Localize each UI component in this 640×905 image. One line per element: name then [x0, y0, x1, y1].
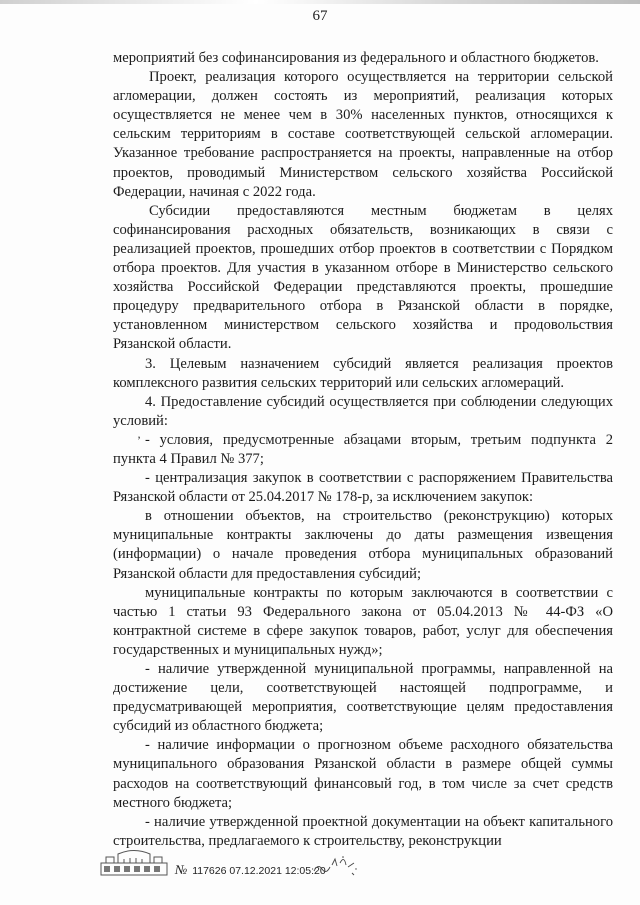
paragraph-6-text: - условия, предусмотренные абзацами вторым, третьим подпункта 2 пункта 4 Правил № 377;: [113, 431, 613, 467]
handwritten-mark-icon: [310, 849, 360, 877]
paragraph-4: 3. Целевым назначением субсидий является реализация проектов комплексного развития сельских территорий или сельских агломераций.: [113, 355, 613, 391]
registration-symbol: №: [175, 862, 188, 877]
paragraph-3: Субсидии предоставляются местным бюджетам в целях софинансирования расходных обязательств, возникающих в связи с реализацией проектов, прошедших отбор проектов в соответствии с Порядком отбора проектов. Для участия в указанном отборе в Министерство сельского хозяйства Российской Федерации представляются проекты, прошедшие процедуру предварительного отбора в Рязанской области в порядке, установленном министерством сельского хозяйства и продовольствия Рязанской области.: [113, 202, 613, 353]
margin-mark: ’: [137, 432, 141, 447]
paragraph-10: - наличие утвержденной муниципальной программы, направленной на достижение цели, соответствующей настоящей подпрограмме, и предусматривающей мероприятия, соответствующие целям предоставления субсидий из областного бюджета;: [113, 661, 613, 735]
document-body: [113, 49, 613, 851]
page-footer: [100, 849, 520, 889]
registration-line: [175, 862, 326, 878]
paragraph-5: 4. Предоставление субсидий осуществляется при соблюдении следующих условий:: [113, 393, 613, 429]
paragraph-2: Проект, реализация которого осуществляется на территории сельской агломерации, должен состоять из мероприятий, реализация которых осуществляется не менее чем в 30% населенных пунктов, относящихся к сельским территориям в составе соответствующей сельской агломерации. Указанное требование распространяется на проекты, направленные на отбор проектов, проводимый Министерством сельского хозяйства Российской Федерации, начиная с 2022 года.: [113, 69, 613, 200]
paragraph-1: мероприятий без софинансирования из федерального и областного бюджетов.: [113, 50, 599, 66]
paragraph-12: - наличие утвержденной проектной документации на объект капитального строительства, предлагаемого к строительству, реконструкции: [113, 813, 613, 849]
page-number: 67: [312, 8, 328, 24]
paragraph-11: - наличие информации о прогнозном объеме расходного обязательства муниципального образования Рязанской области в размере общей суммы расходов на соответствующий финансовый год, в том числе за счет средств местного бюджета;: [113, 737, 613, 811]
paragraph-8: в отношении объектов, на строительство (реконструкцию) которых муниципальные контракты заключены до даты размещения извещения (информации) о начале проведения отбора муниципальных образований Рязанской области для предоставления субсидий;: [113, 508, 613, 582]
registry-stamp-icon: [100, 849, 168, 877]
paragraph-6: [113, 431, 613, 469]
registration-info: 117626 07.12.2021 12:05:20: [192, 865, 326, 877]
scan-edge: [0, 0, 640, 4]
paragraph-7: - централизация закупок в соответствии с распоряжением Правительства Рязанской области от 25.04.2017 № 178-р, за исключением закупок:: [113, 470, 613, 506]
paragraph-9: муниципальные контракты по которым заключаются в соответствии с частью 1 статьи 93 Федерального закона от 05.04.2013 № 44-ФЗ «О контрактной системе в сфере закупок товаров, работ, услуг для обеспечения государственных и муниципальных нужд»;: [113, 584, 613, 658]
